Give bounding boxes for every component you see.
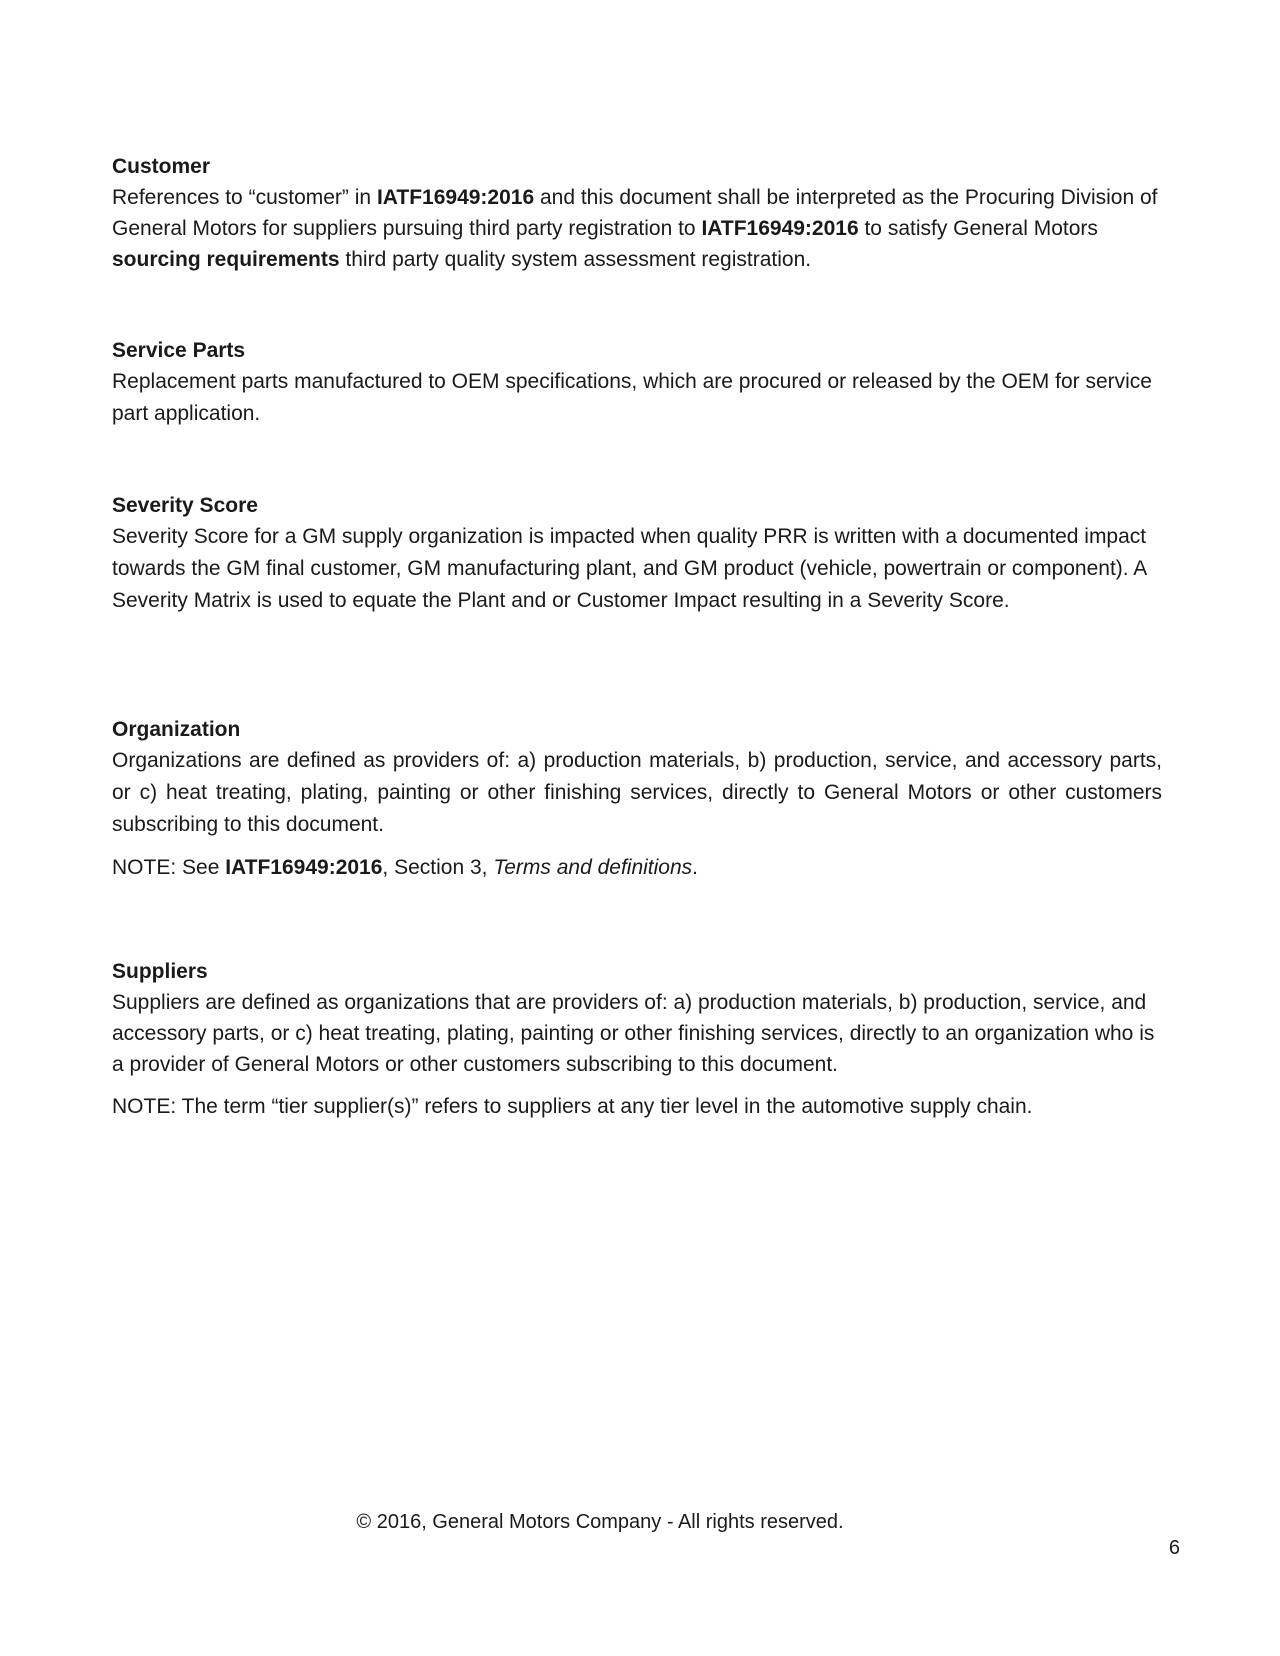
page-number: 6: [1168, 1537, 1180, 1559]
italic-text: Terms and definitions: [493, 856, 693, 879]
section-body: [112, 182, 1162, 275]
note-text: NOTE: See: [112, 856, 226, 879]
section-body: Replacement parts manufactured to OEM specifications, which are procured or released by the OEM for service part application.: [112, 370, 1152, 425]
bold-text: sourcing requirements: [112, 248, 340, 271]
body-text: and this document shall be interpreted as the Procuring Division of General Motors for suppliers pursuing third party registration to: [112, 186, 1158, 240]
body-text: third party quality system assessment registration.: [339, 248, 812, 271]
section-heading: Service Parts: [112, 339, 246, 362]
footer: [0, 1508, 1280, 1536]
section-body: Organizations are defined as providers of: a) production materials, b) production, service, and accessory parts, or c) heat treating, plating, painting or other finishing services, directly to General Motors or other customers subscribing to this document.: [112, 749, 1162, 836]
section-note: NOTE: The term “tier supplier(s)” refers to suppliers at any tier level in the automotive supply chain.: [112, 1095, 1033, 1118]
section-severity-score: [112, 491, 1162, 617]
note-text: , Section 3,: [382, 856, 494, 879]
bold-text: IATF16949:2016: [376, 186, 535, 209]
section-note: [112, 853, 1162, 883]
section-body: Severity Score for a GM supply organization is impacted when quality PRR is written with a documented impact towards the GM final customer, GM manufacturing plant, and GM product (vehicle, powertrain or component). A Severity Matrix is used to equate the Plant and or Customer Impact resulting in a Severity Score.: [112, 525, 1147, 612]
section-customer: [112, 152, 1162, 275]
bold-text: IATF16949:2016: [701, 217, 859, 240]
body-text: References to “customer” in: [112, 186, 377, 209]
section-heading: Customer: [112, 155, 211, 178]
section-service-parts: [112, 336, 1162, 430]
section-heading: Organization: [112, 718, 241, 741]
note-text: .: [692, 856, 698, 879]
section-organization: [112, 715, 1162, 883]
section-body: Suppliers are defined as organizations that are providers of: a) production materials, b) production, service, and accessory parts, or c) heat treating, plating, painting or other finishing services, directly to an organization who is a provider of General Motors or other customers subscribing to this document.: [112, 991, 1155, 1076]
bold-text: IATF16949:2016: [225, 856, 383, 879]
section-heading: Suppliers: [112, 960, 208, 983]
section-heading: Severity Score: [112, 494, 258, 517]
section-suppliers: [112, 957, 1162, 1122]
copyright-text: © 2016, General Motors Company - All rights reserved.: [356, 1511, 844, 1533]
body-text: to satisfy General Motors: [858, 217, 1098, 240]
